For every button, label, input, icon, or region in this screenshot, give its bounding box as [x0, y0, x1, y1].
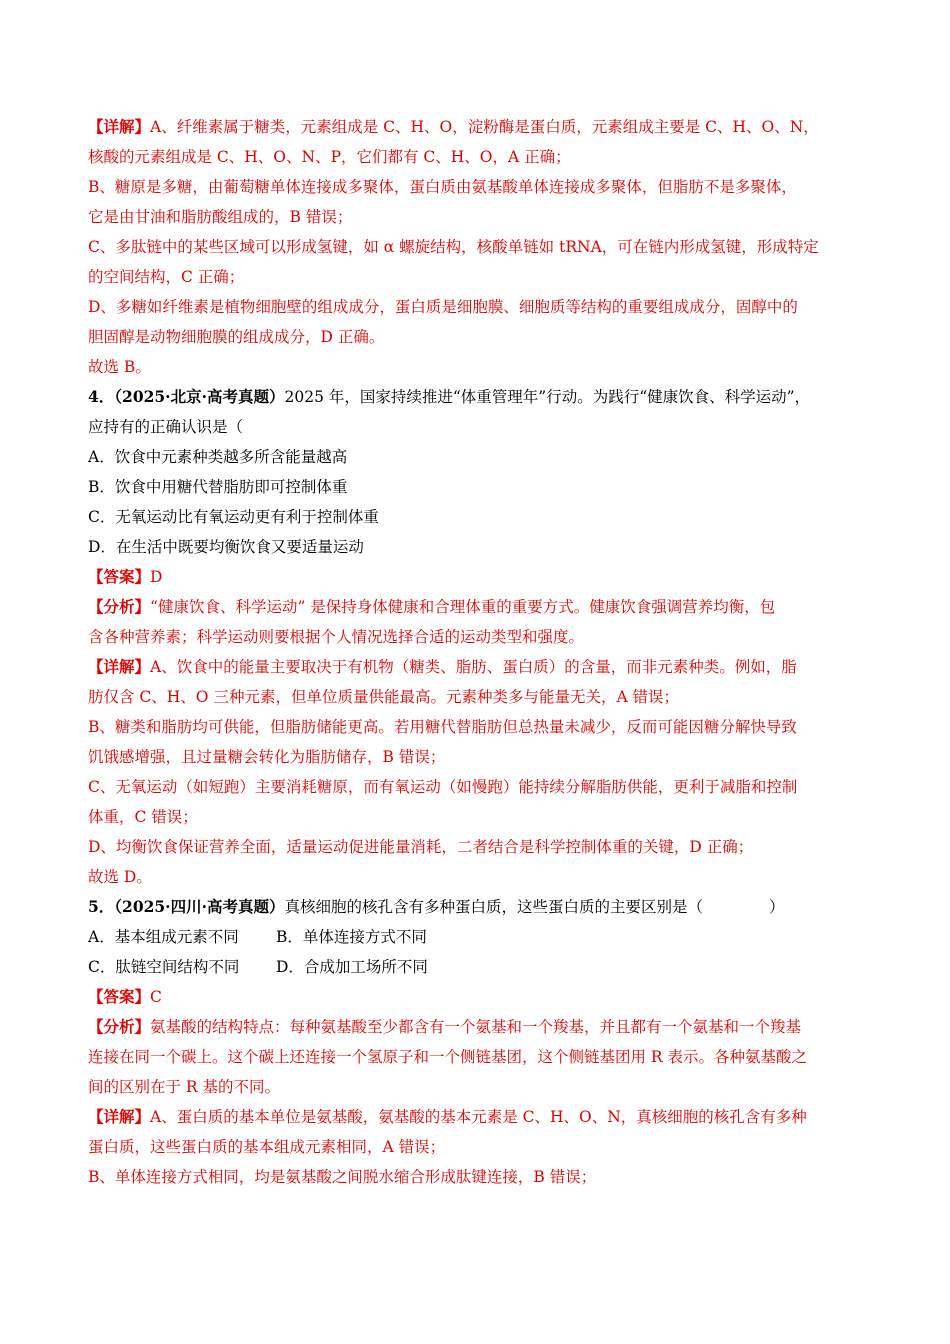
- detail-tag: 【详解】: [88, 117, 151, 136]
- q5-analysis: [88, 1012, 868, 1102]
- prev-detail-d: [88, 292, 868, 352]
- q4-stem-line2: 应持有的正确认识是（: [88, 418, 244, 436]
- q4-stem: [88, 382, 868, 442]
- answer-tag: 【答案】: [88, 987, 151, 1006]
- q4-option-c: C．无氧运动比有氧运动更有利于控制体重: [88, 508, 379, 526]
- q4-option-b: B．饮食中用糖代替脂肪即可控制体重: [88, 478, 348, 496]
- q4-option-d: D．在生活中既要均衡饮食又要适量运动: [88, 538, 364, 556]
- q4-answer: [88, 562, 868, 592]
- prev-detail-c: [88, 232, 868, 292]
- q5-detail-a-line1: A、蛋白质的基本单位是氨基酸，氨基酸的基本元素是 C、H、O、N，真核细胞的核孔含有多种: [150, 1108, 807, 1126]
- q4-source: （2025·北京·高考真题）: [114, 387, 285, 406]
- q4-number: 4．: [88, 387, 115, 406]
- q4-option-a: A．饮食中元素种类越多所含能量越高: [88, 448, 348, 466]
- q5-stem-text: 真核细胞的核孔含有多种蛋白质，这些蛋白质的主要区别是（: [284, 898, 703, 916]
- q4-detail-a: [88, 652, 868, 712]
- q4-stem-line1: 2025 年，国家持续推进“体重管理年”行动。为践行“健康饮食、科学运动”，: [284, 388, 811, 406]
- answer-tag: 【答案】: [88, 567, 151, 586]
- q4-detail-a-line2: 肪仅含 C、H、O 三种元素，但单位质量供能最高。元素种类多与能量无关，A 错误；: [88, 688, 680, 706]
- q4-detail-b-line1: B、糖类和脂肪均可供能，但脂肪储能更高。若用糖代替脂肪但总热量未减少，反而可能因糖分解快导致: [88, 718, 797, 736]
- q4-detail-c-line1: C、无氧运动（如短跑）主要消耗糖原，而有氧运动（如慢跑）能持续分解脂肪供能，更利于减脂和控制: [88, 778, 798, 796]
- q4-detail-c: [88, 772, 868, 832]
- prev-detail-b-line2: 它是由甘油和脂肪酸组成的，B 错误；: [88, 208, 353, 226]
- detail-tag: 【详解】: [88, 1107, 151, 1126]
- prev-detail-c-line1: C、多肽链中的某些区域可以形成氢键，如 α 螺旋结构，核酸单链如 tRNA，可在链内形成氢键，形成特定: [88, 238, 819, 256]
- q5-options-row1: [88, 922, 868, 952]
- q5-analysis-line3: 间的区别在于 R 基的不同。: [88, 1078, 281, 1096]
- analysis-tag: 【分析】: [88, 597, 151, 616]
- q4-detail-c-line2: 体重，C 错误；: [88, 808, 198, 826]
- q4-detail-d: D、均衡饮食保证营养全面，适量运动促进能量消耗，二者结合是科学控制体重的关键，D 正确；: [88, 838, 754, 856]
- q5-option-a: A．基本组成元素不同: [88, 928, 239, 946]
- q5-detail-b: B、单体连接方式相同，均是氨基酸之间脱水缩合形成肽键连接，B 错误；: [88, 1168, 597, 1186]
- q4-detail-b-line2: 饥饿感增强，且过量糖会转化为脂肪储存，B 错误；: [88, 748, 446, 766]
- q4-detail-a-line1: A、饮食中的能量主要取决于有机物（糖类、脂肪、蛋白质）的含量，而非元素种类。例如，脂: [150, 658, 797, 676]
- prev-choice: 故选 B。: [88, 358, 151, 376]
- prev-detail-b-line1: B、糖原是多糖，由葡萄糖单体连接成多聚体，蛋白质由氨基酸单体连接成多聚体，但脂肪不是多聚体，: [88, 178, 797, 196]
- analysis-tag: 【分析】: [88, 1017, 151, 1036]
- q5-detail-a: [88, 1102, 868, 1162]
- q4-analysis-line1: “健康饮食、科学运动” 是保持身体健康和合理体重的重要方式。健康饮食强调营养均衡，包: [150, 598, 776, 616]
- q4-detail-b: [88, 712, 868, 772]
- prev-detail-c-line2: 的空间结构，C 正确；: [88, 268, 245, 286]
- q5-analysis-line1: 氨基酸的结构特点：每种氨基酸至少都含有一个氨基和一个羧基，并且都有一个氨基和一个羧基: [150, 1018, 802, 1036]
- q4-analysis-line2: 含各种营养素；科学运动则要根据个人情况选择合适的运动类型和强度。: [88, 628, 585, 646]
- prev-detail-d-line1: D、多糖如纤维素是植物细胞壁的组成成分，蛋白质是细胞膜、细胞质等结构的重要组成成分，固醇中的: [88, 298, 798, 316]
- q5-answer-value: C: [150, 988, 162, 1006]
- q5-stem: [88, 892, 868, 922]
- q5-detail-a-line2: 蛋白质，这些蛋白质的基本组成元素相同，A 错误；: [88, 1138, 446, 1156]
- prev-detail-a-line2: 核酸的元素组成是 C、H、O、N、P，它们都有 C、H、O，A 正确；: [88, 148, 571, 166]
- q5-number: 5．: [88, 897, 115, 916]
- q5-options-row2: [88, 952, 868, 982]
- q5-analysis-line2: 连接在同一个碳上。这个碳上还连接一个氢原子和一个侧链基团，这个侧链基团用 R 表示。各种氨基酸之: [88, 1048, 808, 1066]
- q5-option-c: C．肽链空间结构不同: [88, 958, 240, 976]
- document-content: [88, 112, 868, 1192]
- prev-detail-a-line1: A、纤维素属于糖类，元素组成是 C、H、O，淀粉酶是蛋白质，元素组成主要是 C、H、O、N，: [150, 118, 819, 136]
- detail-tag: 【详解】: [88, 657, 151, 676]
- q5-option-d: D．合成加工场所不同: [276, 958, 428, 976]
- q5-stem-close: ）: [769, 898, 785, 916]
- prev-detail-b: [88, 172, 868, 232]
- q4-choice: 故选 D。: [88, 868, 152, 886]
- q4-analysis: [88, 592, 868, 652]
- q4-answer-value: D: [150, 568, 163, 586]
- q5-source: （2025·四川·高考真题）: [114, 897, 285, 916]
- prev-detail-d-line2: 胆固醇是动物细胞膜的组成成分，D 正确。: [88, 328, 385, 346]
- q5-option-b: B．单体连接方式不同: [276, 928, 427, 946]
- q5-answer: [88, 982, 868, 1012]
- prev-detail-a: [88, 112, 868, 172]
